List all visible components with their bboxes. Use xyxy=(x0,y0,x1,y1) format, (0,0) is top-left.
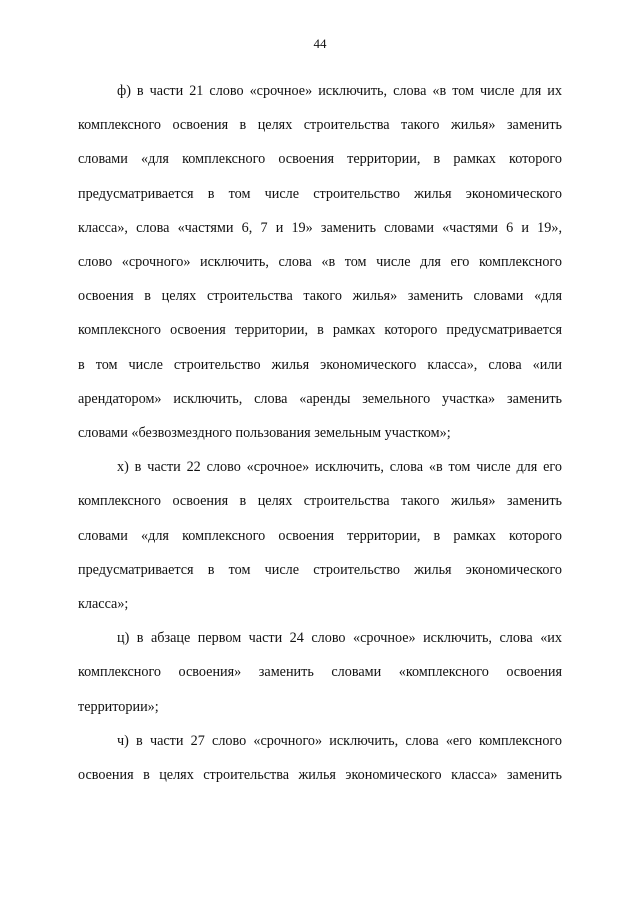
text-line: словами «для комплексного освоения территории, в рамках которого xyxy=(78,151,562,168)
text-line: комплексного освоения» заменить словами «комплексного освоения xyxy=(78,664,562,681)
text-line: комплексного освоения территории, в рамках которого предусматривается xyxy=(78,322,562,339)
text-line: комплексного освоения в целях строительства такого жилья» заменить xyxy=(78,493,562,510)
text-line: в том числе строительство жилья экономического класса», слова «или xyxy=(78,356,562,373)
text-line: ч) в части 27 слово «срочного» исключить, слова «его комплексного xyxy=(117,732,562,749)
text-line: предусматривается в том числе строительство жилья экономического xyxy=(78,185,562,202)
text-line: слово «срочного» исключить, слова «в том числе для его комплексного xyxy=(78,254,562,271)
text-line: ц) в абзаце первом части 24 слово «срочное» исключить, слова «их xyxy=(117,630,562,647)
paragraph-ts xyxy=(78,621,562,724)
text-line: ф) в части 21 слово «срочное» исключить, слова «в том числе для их xyxy=(117,83,562,99)
text-line: класса», слова «частями 6, 7 и 19» заменить словами «частями 6 и 19», xyxy=(78,219,562,236)
document-body xyxy=(78,74,562,792)
text-line: класса»; xyxy=(78,596,129,613)
text-line: территории»; xyxy=(78,698,159,715)
paragraph-kh xyxy=(78,450,562,621)
text-line: словами «безвозмездного пользования земельным участком»; xyxy=(78,425,451,442)
text-line: х) в части 22 слово «срочное» исключить, слова «в том числе для его xyxy=(117,459,562,476)
text-line: освоения в целях строительства жилья экономического класса» заменить xyxy=(78,767,562,784)
text-line: предусматривается в том числе строительство жилья экономического xyxy=(78,561,562,578)
text-line: словами «для комплексного освоения территории, в рамках которого xyxy=(78,527,562,544)
paragraph-ch xyxy=(78,724,562,792)
text-line: арендатором» исключить, слова «аренды земельного участка» заменить xyxy=(78,390,562,407)
page-number: 44 xyxy=(313,36,327,51)
paragraph-f xyxy=(78,74,562,450)
text-line: комплексного освоения в целях строительства такого жилья» заменить xyxy=(78,117,562,134)
text-line: освоения в целях строительства такого жилья» заменить словами «для xyxy=(78,288,562,305)
